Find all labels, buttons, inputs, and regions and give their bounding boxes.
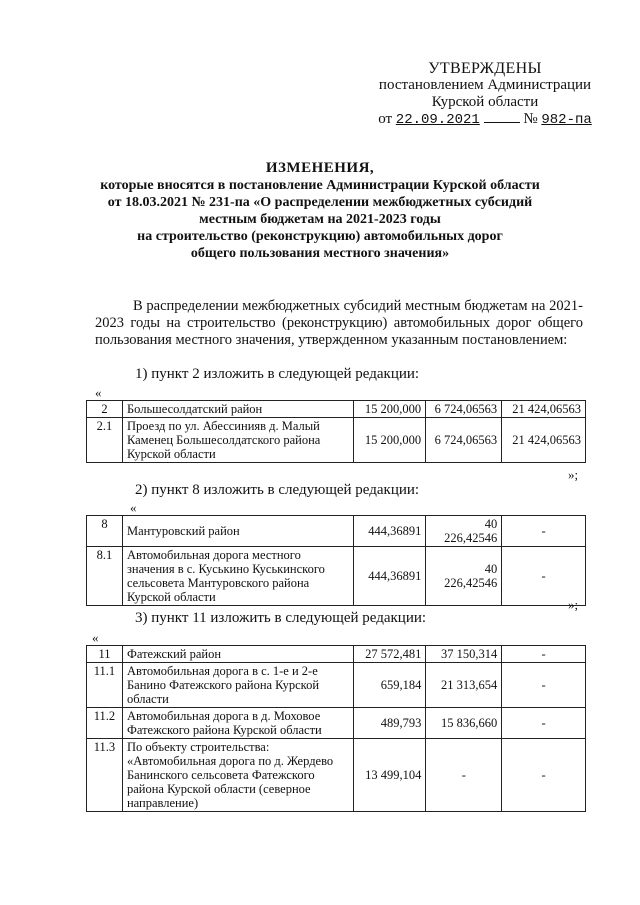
title-line-3: местным бюджетам на 2021-2023 годы [199, 212, 441, 227]
row-value-3: - [502, 516, 586, 547]
row-value-1: 13 499,104 [354, 739, 426, 812]
point-2-quote-close: »; [568, 597, 579, 612]
row-value-2: 40 226,42546 [426, 547, 502, 606]
table-row [87, 739, 586, 812]
row-number: 11 [87, 646, 123, 663]
row-name: Автомобильная дорога в д. Моховое Фатежского района Курской области [122, 708, 353, 739]
row-name: По объекту строительства: «Автомобильная дорога по д. Жердево Банинского сельсовета Фатежского района Курской области (северное направление) [122, 739, 353, 812]
number-prefix: № [523, 111, 538, 127]
point-2-quote-open: « [130, 500, 137, 515]
row-number: 11.3 [87, 739, 123, 812]
row-number: 2 [87, 401, 123, 418]
approval-block [365, 60, 605, 129]
table-row [87, 646, 586, 663]
table-row [87, 516, 586, 547]
approval-issuer: постановлением Администрации [378, 77, 592, 93]
row-name: Мантуровский район [122, 516, 353, 547]
row-number: 11.2 [87, 708, 123, 739]
table-row [87, 547, 586, 606]
row-number: 11.1 [87, 663, 123, 708]
row-value-3: - [502, 663, 586, 708]
row-value-1: 444,36891 [354, 516, 426, 547]
title-line-5: общего пользования местного значения» [190, 246, 450, 261]
approval-number: 982-па [541, 112, 592, 128]
point-1-quote-close: »; [568, 467, 579, 482]
row-value-2: 37 150,314 [426, 646, 502, 663]
row-value-3: 21 424,06563 [502, 401, 586, 418]
point-3-table [86, 645, 586, 812]
row-value-1: 27 572,481 [354, 646, 426, 663]
intro-paragraph: В распределении межбюджетных субсидий местным бюджетам на 2021-2023 годы на строительство (реконструкцию) автомобильных дорог общего пользования местного значения, утвержденном указанным постановлением: [95, 298, 583, 348]
row-number: 2.1 [87, 418, 123, 463]
row-value-1: 489,793 [354, 708, 426, 739]
row-value-2: 6 724,06563 [426, 418, 502, 463]
row-value-3: - [502, 739, 586, 812]
row-number: 8 [87, 516, 123, 547]
table-row [87, 708, 586, 739]
row-number: 8.1 [87, 547, 123, 606]
title-line-1: которые вносятся в постановление Администрации Курской области [100, 178, 540, 193]
table-row [87, 663, 586, 708]
row-name: Фатежский район [122, 646, 353, 663]
row-name: Большесолдатский район [122, 401, 353, 418]
row-value-3: - [502, 708, 586, 739]
table-row [87, 401, 586, 418]
document-title [80, 160, 560, 262]
table-row [87, 418, 586, 463]
title-heading: ИЗМЕНЕНИЯ, [265, 160, 375, 176]
row-value-3: - [502, 646, 586, 663]
approval-heading: УТВЕРЖДЕНЫ [428, 60, 542, 77]
approval-region: Курской области [431, 94, 539, 110]
row-value-1: 15 200,000 [354, 418, 426, 463]
row-value-2: 40 226,42546 [426, 516, 502, 547]
row-value-1: 15 200,000 [354, 401, 426, 418]
title-line-4: на строительство (реконструкцию) автомобильных дорог [137, 229, 503, 244]
row-value-2: 15 836,660 [426, 708, 502, 739]
row-value-3: - [502, 547, 586, 606]
row-name: Проезд по ул. Абессинияв д. Малый Каменец Большесолдатского района Курской области [122, 418, 353, 463]
row-value-2: - [426, 739, 502, 812]
approval-date: 22.09.2021 [395, 112, 480, 128]
point-2-label: 2) пункт 8 изложить в следующей редакции: [135, 482, 420, 498]
row-value-2: 6 724,06563 [426, 401, 502, 418]
row-value-2: 21 313,654 [426, 663, 502, 708]
point-1-quote-open: « [95, 385, 102, 400]
row-value-1: 659,184 [354, 663, 426, 708]
row-name: Автомобильная дорога местного значения в с. Куськино Куськинского сельсовета Мантуровского района Курской области [122, 547, 353, 606]
point-3-quote-open: « [92, 630, 99, 645]
point-2-table [86, 515, 586, 606]
point-1-label: 1) пункт 2 изложить в следующей редакции: [135, 366, 420, 382]
row-value-1: 444,36891 [354, 547, 426, 606]
title-line-2: от 18.03.2021 № 231-па «О распределении межбюджетных субсидий [107, 195, 533, 210]
date-prefix: от [378, 111, 393, 127]
approval-date-line [365, 111, 605, 129]
date-underline [484, 122, 520, 123]
point-1-table [86, 400, 586, 463]
row-value-3: 21 424,06563 [502, 418, 586, 463]
point-3-label: 3) пункт 11 изложить в следующей редакции: [135, 610, 427, 626]
row-name: Автомобильная дорога в с. 1-е и 2-е Банино Фатежского района Курской области [122, 663, 353, 708]
